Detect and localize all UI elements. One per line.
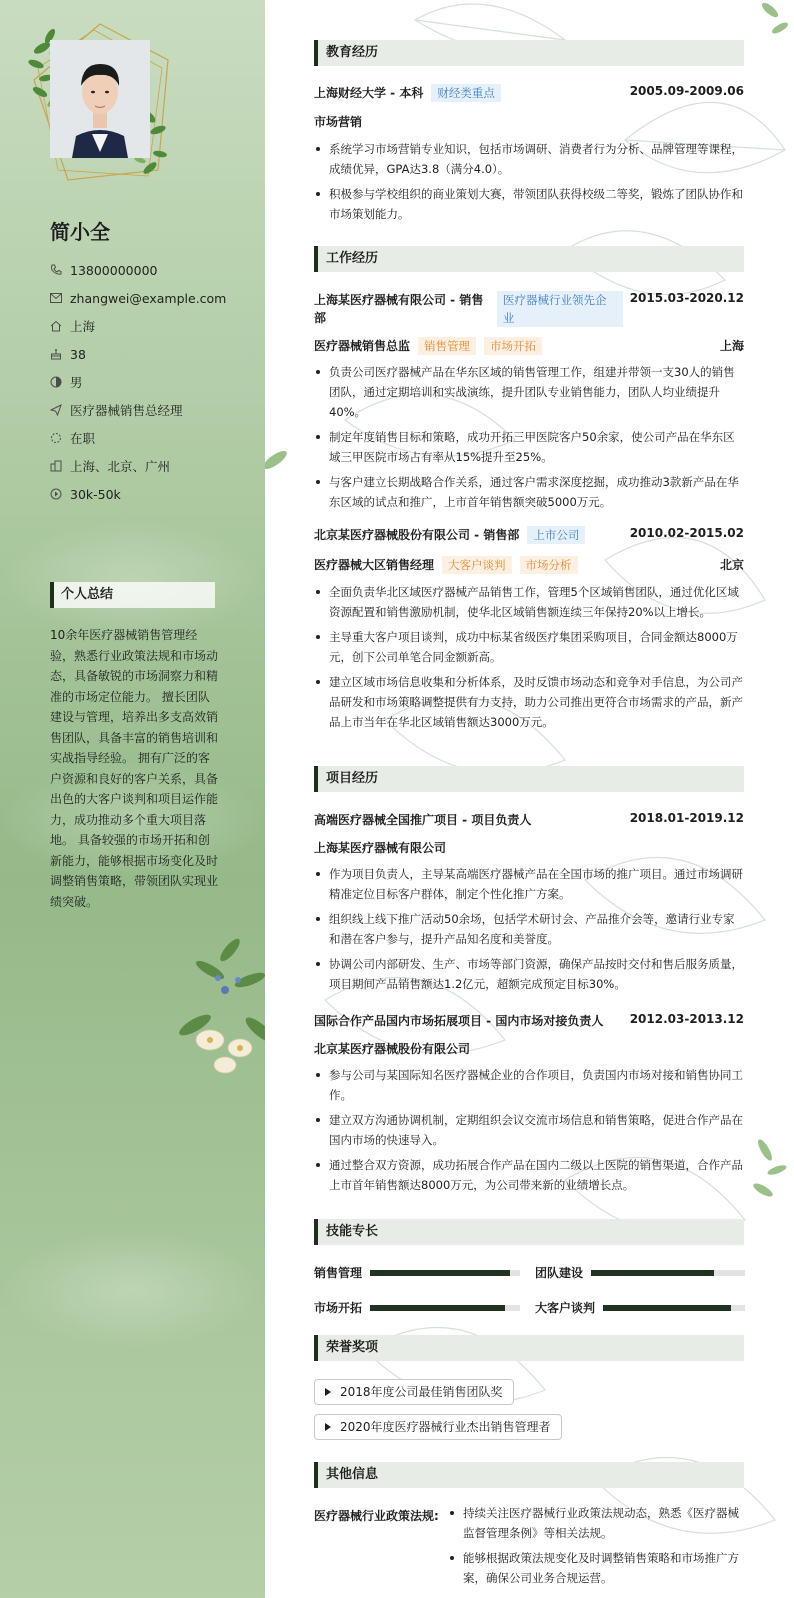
- job-1-city: 上海: [719, 339, 744, 353]
- triangle-right-icon: [325, 1388, 331, 1396]
- list-item: 协调公司内部研发、生产、市场等部门资源，确保产品按时交付和售后服务质量，项目期间产品销售额达1.2亿元，超额完成预定目标30%。: [314, 954, 744, 994]
- avatar: [50, 40, 150, 158]
- skills-heading: 技能专长: [314, 1219, 744, 1245]
- job-2-company: 北京某医疗器械股份有限公司 - 销售部: [314, 528, 520, 542]
- list-item: 持续关注医疗器械行业政策法规动态，熟悉《医疗器械监督管理条例》等相关法规。: [448, 1503, 744, 1543]
- education-major: 市场营销: [314, 115, 363, 129]
- position-text: 医疗器械销售总经理: [70, 403, 183, 418]
- education-bullets: [314, 139, 744, 229]
- job-2-bullets: [314, 582, 744, 737]
- job-2-tag: 上市公司: [527, 526, 585, 544]
- sidebar: [0, 0, 265, 1598]
- job-1-skill-tag: 市场开拓: [484, 337, 542, 355]
- other-bullets: [448, 1503, 744, 1593]
- list-item: 系统学习市场营销专业知识，包括市场调研、消费者行为分析、品牌管理等课程，成绩优异，GPA达3.8（满分4.0）。: [314, 139, 744, 179]
- project-1-date: 2018.01-2019.12: [629, 811, 744, 825]
- skill-bar: [591, 1270, 745, 1276]
- skill-label: 团队建设: [535, 1266, 584, 1280]
- triangle-right-icon: [325, 1423, 331, 1431]
- list-item: 作为项目负责人，主导某高端医疗器械产品在全国市场的推广项目。通过市场调研精准定位目标客户群体，制定个性化推广方案。: [314, 864, 744, 904]
- job-1-header-row: [314, 291, 744, 327]
- list-item: 建立区域市场信息收集和分析体系，及时反馈市场动态和竞争对手信息，为公司产品研发和市场策略调整提供有力支持，助力公司推出更符合市场需求的产品，新产品上市当年在华北区域销售额达3000万元。: [314, 672, 744, 732]
- list-item: 组织线上线下推广活动50余场，包括学术研讨会、产品推介会等，邀请行业专家和潜在客户参与，提升产品知名度和美誉度。: [314, 909, 744, 949]
- education-school-line: [314, 84, 501, 102]
- job-1-company-line: [314, 291, 623, 327]
- list-item: 制定年度销售目标和策略，成功开拓三甲医院客户50余家，使公司产品在华东区域三甲医院市场占有率从15%提升至25%。: [314, 427, 744, 467]
- job-1-bullets: [314, 362, 744, 517]
- job-2-role: 医疗器械大区销售经理: [314, 558, 435, 572]
- home-icon: [50, 319, 68, 333]
- info-email: [50, 284, 226, 312]
- city-icon: [50, 459, 68, 473]
- summary-heading: 个人总结: [50, 582, 215, 608]
- profile-name: 简小全: [50, 220, 110, 244]
- project-2-date: 2012.03-2013.12: [629, 1012, 744, 1026]
- gender-text: 男: [70, 375, 83, 390]
- job-1-role: 医疗器械销售总监: [314, 339, 411, 353]
- job-1-role-row: [314, 337, 744, 355]
- skill-bar-fill: [370, 1270, 510, 1276]
- work-heading: 工作经历: [314, 246, 744, 272]
- projects-heading: 项目经历: [314, 766, 744, 792]
- salary-text: 30k-50k: [70, 486, 121, 502]
- skill-bar-fill: [370, 1305, 505, 1311]
- main-content: [265, 0, 794, 1598]
- education-heading: 教育经历: [314, 40, 744, 66]
- list-item: 与客户建立长期战略合作关系，通过客户需求深度挖掘，成功推动3款新产品在华东区域的试点和推广，上市首年销售额突破5000万元。: [314, 472, 744, 512]
- info-phone: [50, 256, 226, 284]
- education-date: 2005.09-2009.06: [629, 84, 744, 98]
- job-2-skill-tag: 大客户谈判: [442, 556, 512, 574]
- info-salary: [50, 480, 226, 508]
- location-text: 上海: [70, 319, 96, 334]
- salary-icon: [50, 487, 68, 501]
- gender-icon: [50, 375, 68, 389]
- list-item: 通过整合双方资源，成功拓展合作产品在国内二级以上医院的销售渠道，合作产品上市首年销售额达8000万元，为公司带来新的业绩增长点。: [314, 1155, 744, 1195]
- project-1-header-row: [314, 811, 744, 828]
- project-1-name: 高端医疗器械全国推广项目 - 项目负责人: [314, 813, 532, 827]
- info-position: [50, 396, 226, 424]
- job-2-date: 2010.02-2015.02: [629, 526, 744, 540]
- info-location: [50, 312, 226, 340]
- list-item: 负责公司医疗器械产品在华东区域的销售管理工作，组建并带领一支30人的销售团队，通过定期培训和实战演练，提升团队专业销售能力，团队人均业绩提升40%。: [314, 362, 744, 422]
- skill-sales-management: [314, 1264, 520, 1281]
- honor-text: 2018年度公司最佳销售团队奖: [340, 1385, 503, 1399]
- info-gender: [50, 368, 226, 396]
- project-1-company: 上海某医疗器械有限公司: [314, 841, 447, 855]
- background-wash: [0, 520, 265, 640]
- honor-item: [314, 1379, 514, 1405]
- skill-label: 市场开拓: [314, 1301, 363, 1315]
- info-status: [50, 424, 226, 452]
- honor-text: 2020年度医疗器械行业杰出销售管理者: [340, 1420, 551, 1434]
- background-wash: [0, 1230, 265, 1350]
- list-item: 参与公司与某国际知名医疗器械企业的合作项目，负责国内市场对接和销售协同工作。: [314, 1065, 744, 1105]
- education-school: 上海财经大学 - 本科: [314, 86, 424, 100]
- job-1-company: 上海某医疗器械有限公司 - 销售部: [314, 293, 484, 325]
- job-1-role-line: [314, 337, 542, 355]
- skill-bar-fill: [591, 1270, 714, 1276]
- job-1-tag: 医疗器械行业领先企业: [497, 291, 623, 327]
- status-text: 在职: [70, 431, 96, 446]
- skill-key-account-negotiation: [535, 1299, 745, 1316]
- job-2-role-row: [314, 556, 744, 574]
- email-text: zhangwei@example.com: [70, 290, 227, 306]
- skill-bar-fill: [603, 1305, 731, 1311]
- summary-text: 10余年医疗器械销售管理经验，熟悉行业政策法规和市场动态，具备敏锐的市场洞察力和精准的市场定位能力。 擅长团队建设与管理，培养出多支高效销售团队，具备丰富的销售培训和实战指导经验。 拥有广泛的客户资源和良好的客户关系，具备出色的大客户谈判和项目运作能力，成功推动多个重大项目落地。 具备较强的市场开拓和创新能力，能够根据市场变化及时调整销售策略，带领团队实现业绩突破。: [50, 628, 219, 909]
- skill-bar: [370, 1305, 520, 1311]
- job-2-company-line: [314, 526, 585, 544]
- cake-icon: [50, 347, 68, 361]
- list-item: 主导重大客户项目谈判，成功中标某省级医疗集团采购项目，合同金额达8000万元，创下公司单笔合同金额新高。: [314, 627, 744, 667]
- list-item: 积极参与学校组织的商业策划大赛，带领团队获得校级二等奖，锻炼了团队协作和市场策划能力。: [314, 184, 744, 224]
- info-age: [50, 340, 226, 368]
- job-1-date: 2015.03-2020.12: [629, 291, 744, 305]
- job-2-skill-tag: 市场分析: [520, 556, 578, 574]
- project-2-header-row: [314, 1012, 744, 1029]
- send-icon: [50, 403, 68, 417]
- phone-text: 13800000000: [70, 262, 158, 278]
- project-2-name: 国际合作产品国内市场拓展项目 - 国内市场对接负责人: [314, 1014, 604, 1028]
- skill-team-building: [535, 1264, 745, 1281]
- project-1-bullets: [314, 864, 744, 999]
- list-item: 全面负责华北区域医疗器械产品销售工作，管理5个区域销售团队，通过优化区域资源配置和销售激励机制，使华北区域销售额连续三年保持20%以上增长。: [314, 582, 744, 622]
- education-header-row: [314, 84, 744, 102]
- other-heading: 其他信息: [314, 1462, 744, 1488]
- job-2-city: 北京: [719, 558, 744, 572]
- age-text: 38: [70, 346, 86, 362]
- avatar-frame: [28, 20, 173, 185]
- list-item: 建立双方沟通协调机制，定期组织会议交流市场信息和销售策略，促进合作产品在国内市场的快速导入。: [314, 1110, 744, 1150]
- list-item: 能够根据政策法规变化及时调整销售策略和市场推广方案，确保公司业务合规运营。: [448, 1548, 744, 1588]
- project-2-company: 北京某医疗器械股份有限公司: [314, 1042, 471, 1056]
- skill-bar: [370, 1270, 520, 1276]
- status-icon: [50, 431, 68, 445]
- flower-decoration-icon: [170, 930, 265, 1080]
- skill-label: 大客户谈判: [535, 1301, 596, 1315]
- portrait-icon: [50, 40, 150, 158]
- phone-icon: [50, 263, 68, 277]
- info-cities: [50, 452, 226, 480]
- cities-text: 上海、北京、广州: [70, 459, 171, 474]
- other-label: 医疗器械行业政策法规:: [314, 1509, 439, 1523]
- mail-icon: [50, 291, 68, 305]
- job-2-header-row: [314, 526, 744, 544]
- skill-label: 销售管理: [314, 1266, 363, 1280]
- job-1-skill-tag: 销售管理: [418, 337, 476, 355]
- honor-item: [314, 1414, 562, 1440]
- job-2-role-line: [314, 556, 578, 574]
- honors-heading: 荣誉奖项: [314, 1335, 744, 1361]
- project-2-bullets: [314, 1065, 744, 1200]
- contact-info-list: [50, 256, 226, 508]
- skill-market-expansion: [314, 1299, 520, 1316]
- education-tag: 财经类重点: [431, 84, 501, 102]
- skill-bar: [603, 1305, 745, 1311]
